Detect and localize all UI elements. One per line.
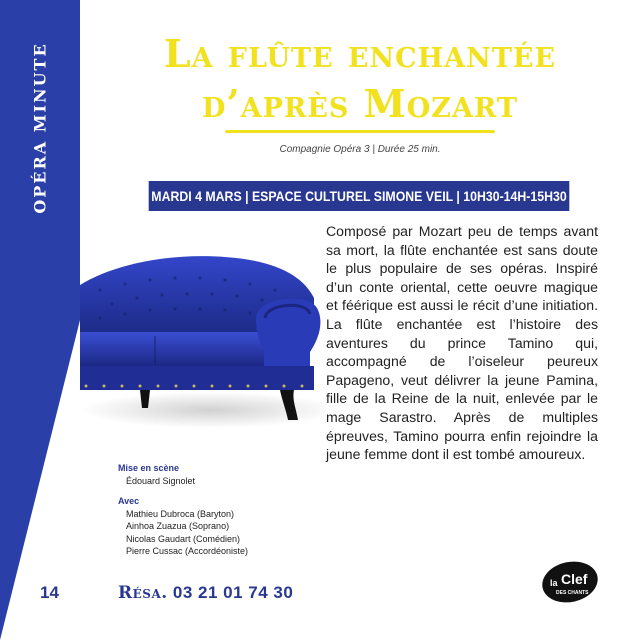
staging-name: Édouard Signolet [126,475,196,486]
page-title-line2: d’après Mozart [202,81,518,126]
cast-member: Ainhoa Zuazua (Soprano) [126,521,230,531]
date-location-banner: MARDI 4 MARS | ESPACE CULTUREL SIMONE VEIL | 10H30-14H-15H30 [149,181,570,211]
logo-clef: Clef [561,571,588,587]
sofa-base [80,366,314,390]
cast-member: Pierre Cussac (Accordéoniste) [126,546,249,556]
reservation-info [118,583,293,603]
page-title-line1: La flûte enchantée [163,31,557,76]
cast-label: Avec [118,496,140,506]
page-number: 14 [40,583,59,602]
cast-member: Mathieu Dubroca (Baryton) [126,508,235,519]
cast-member: Nicolas Gaudart (Comédien) [126,533,241,544]
description-text: Composé par Mozart peu de temps avant sa mort, la flûte enchantée est sans doute le plus populaire de ses opéras. Inspiré d’un conte oriental, cette oeuvre magique et féérique est aussi le récit d’une initiation. La flûte enchantée est l’histoire des aventures du prince Tamino qui, accompagné de l’oiseleur peureux Papageno, veut délivrer la jeune Pamina, fille de la Reine de la nuit, enlevée par le mage Sarastro. Après de multiples épreuves, Tamino pourra enfin rejoindre la jeune femme dont il est tombé amoureux. [326,223,598,463]
sidebar [0,0,80,640]
reservation-phone[interactable]: 03 21 01 74 30 [172,583,294,602]
logo-la: la [550,578,558,588]
credits [118,462,328,558]
staging-label: Mise en scène [118,463,180,473]
sofa-cushions [80,332,274,368]
reservation-label: Résa. [118,583,168,603]
title-underline [225,130,495,133]
logo-des-chants: DES CHANTS [556,590,589,596]
sofa-image [80,240,326,455]
la-clef-logo [540,560,600,605]
section-label: OPÉRA MINUTE [30,42,50,214]
company-duration: Compagnie Opéra 3 | Durée 25 min. [279,144,441,155]
